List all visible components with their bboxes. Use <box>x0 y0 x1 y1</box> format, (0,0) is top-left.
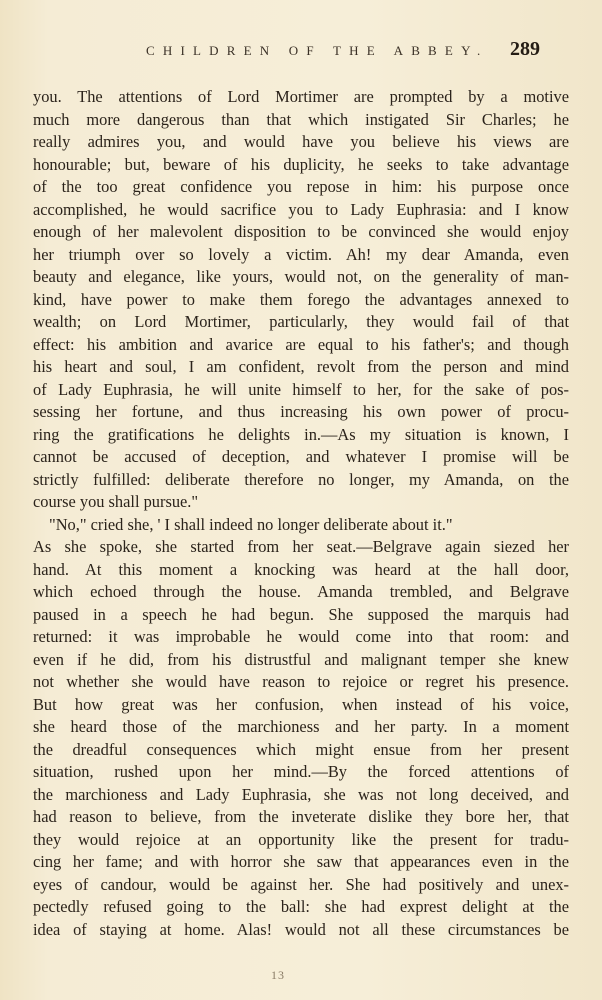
text-line: even if he did, from his distrustful and malignant temper she knew <box>33 649 569 669</box>
text-line: "No," cried she, ' I shall indeed no longer deliberate about it." <box>49 514 453 534</box>
text-line: cannot be accused of deception, and whatever I promise will be <box>33 447 569 466</box>
signature-mark: 13 <box>271 968 285 982</box>
text-line: beauty and elegance, like yours, would not, on the generality of man- <box>33 267 569 286</box>
running-head <box>0 38 602 68</box>
body-text <box>33 86 569 941</box>
text-line: which echoed through the house. Amanda trembled, and Belgrave <box>33 582 569 601</box>
text-line: ring the gratifications he delights in.—As my situation is known, I <box>33 424 569 444</box>
running-title: CHILDREN OF THE ABBEY. <box>146 43 489 58</box>
text-line: the marchioness and Lady Euphrasia, she was not long deceived, and <box>33 784 569 804</box>
text-line: returned: it was improbable he would come into that room: and <box>33 627 569 646</box>
text-line: paused in a speech he had begun. She supposed the marquis had <box>33 604 569 624</box>
text-line: course you shall pursue." <box>33 492 199 511</box>
text-line: wealth; on Lord Mortimer, particularly, they would fail of that <box>33 312 569 331</box>
text-line: she heard those of the marchioness and her party. In a moment <box>33 717 569 736</box>
text-line: sessing her fortune, and thus increasing his own power of procu- <box>33 402 569 421</box>
text-line: of Lady Euphrasia, he will unite himself to her, for the sake of pos- <box>33 379 569 399</box>
text-line: of the too great confidence you repose in him: his purpose once <box>33 177 569 196</box>
text-line: effect: his ambition and avarice are equal to his father's; and though <box>33 334 569 354</box>
text-line: her triumph over so lovely a victim. Ah! my dear Amanda, even <box>33 244 569 264</box>
page-number: 289 <box>510 38 540 60</box>
text-line: idea of staying at home. Alas! would not all these circumstances be <box>33 919 569 939</box>
text-line: really admires you, and would have you believe his views are <box>33 132 569 151</box>
text-line: kind, have power to make them forego the advantages annexed to <box>33 289 569 309</box>
text-line: But how great was her confusion, when instead of his voice, <box>33 694 569 714</box>
text-line: you. The attentions of Lord Mortimer are prompted by a motive <box>33 87 569 106</box>
text-line: much more dangerous than that which instigated Sir Charles; he <box>33 109 569 129</box>
text-line: the dreadful consequences which might ensue from her present <box>33 739 569 759</box>
text-line: had reason to believe, from the inveterate dislike they bore her, that <box>33 807 569 826</box>
text-line: situation, rushed upon her mind.—By the forced attentions of <box>33 762 569 781</box>
text-line: eyes of candour, would be against her. She had positively and unex- <box>33 874 569 894</box>
text-line: enough of her malevolent disposition to be convinced she would enjoy <box>33 222 569 241</box>
text-line: pectedly refused going to the ball: she had exprest delight at the <box>33 897 569 916</box>
text-line: accomplished, he would sacrifice you to Lady Euphrasia: and I know <box>33 199 569 219</box>
text-line: As she spoke, she started from her seat.—Belgrave again siezed her <box>33 537 569 556</box>
text-line: strictly fulfilled: deliberate therefore no longer, my Amanda, on the <box>33 469 569 489</box>
text-line: hand. At this moment a knocking was heard at the hall door, <box>33 559 569 579</box>
text-line: not whether she would have reason to rejoice or regret his presence. <box>33 672 569 691</box>
text-line: they would rejoice at an opportunity like the present for tradu- <box>33 829 569 849</box>
text-line: cing her fame; and with horror she saw that appearances even in the <box>33 852 569 871</box>
text-line: honourable; but, beware of his duplicity, he seeks to take advantage <box>33 154 569 174</box>
text-line: his heart and soul, I am confident, revolt from the person and mind <box>33 357 569 376</box>
